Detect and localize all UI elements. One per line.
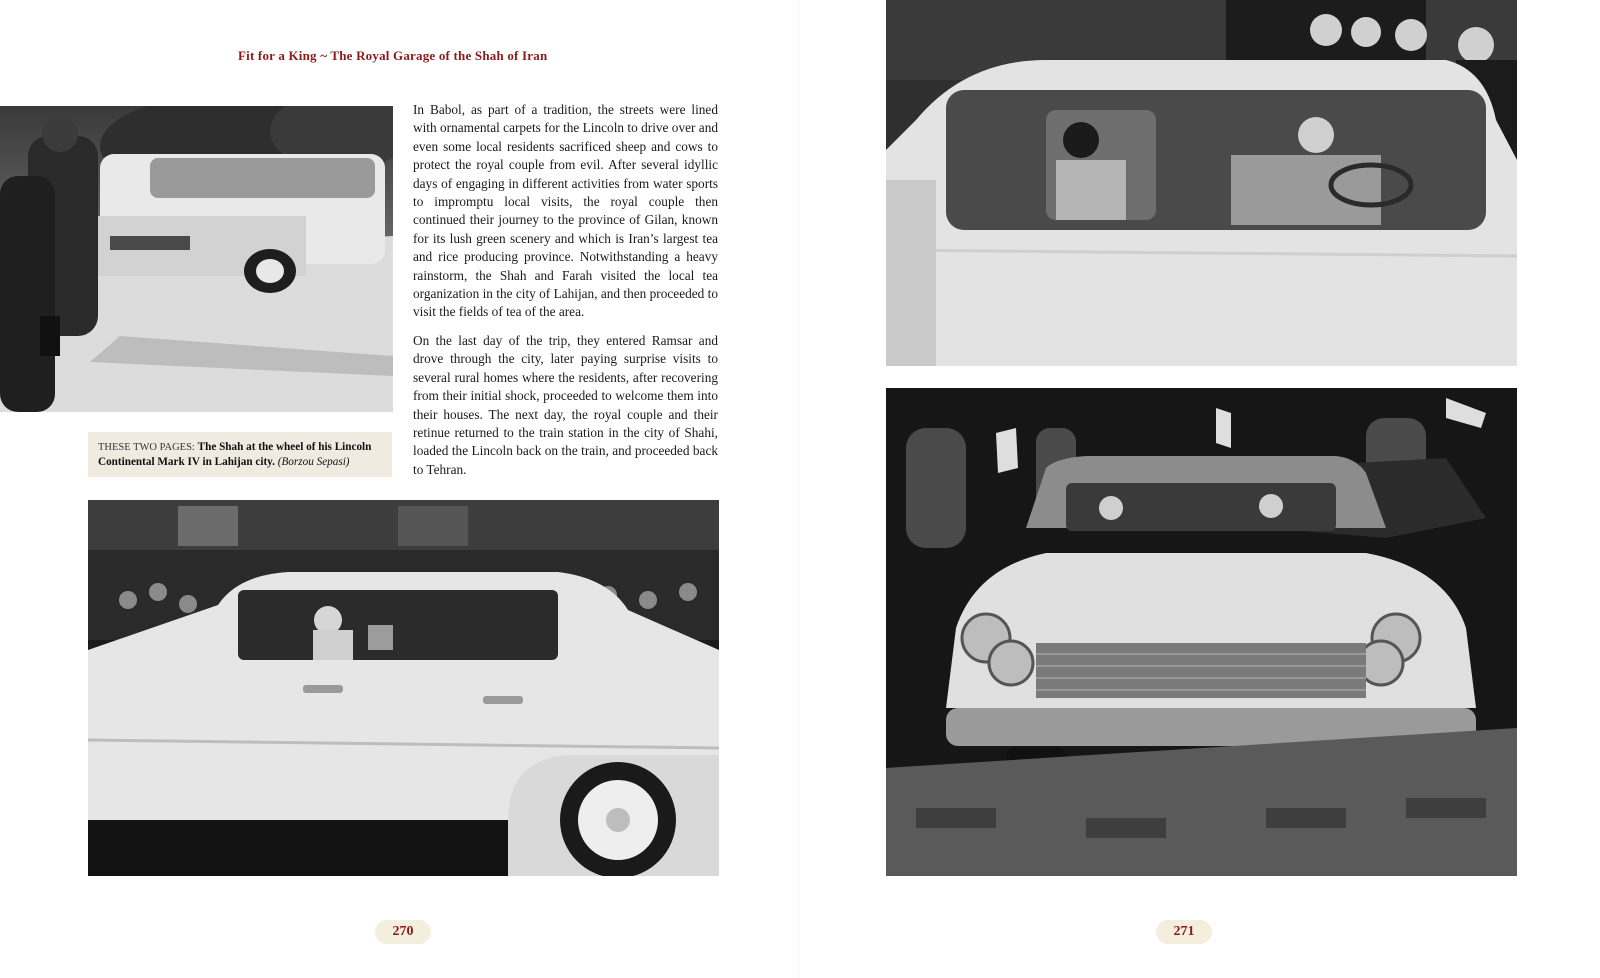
body-paragraph-1: In Babol, as part of a tradition, the streets were lined with ornamental carpets for the Lincoln to drive over and even some local residents sacrificed sheep and cows to protect the royal couple from evil. After several idyllic days of engaging in different activities from water sports to impromptu local visits, the royal couple then continued their journey to the province of Gilan, known for its lush green scenery and which is Iran’s largest tea and rice producing province. Notwithstanding a heavy rainstorm, the Shah and Farah visited the local tea organization in the city of Lahijan, and then proceeded to visit the fields of tea of the area. [413,102,718,320]
photo-lincoln-rear-street [0,106,393,412]
caption-lead: THESE TWO PAGES: [98,442,195,453]
page-number-right: 271 [1156,920,1212,944]
photo-lincoln-front-on-carpets [886,388,1517,876]
body-paragraph-2: On the last day of the trip, they entered Ramsar and drove through the city, later paying surprise visits to several rural homes where the residents, after recovering from their initial shock, proceeded to welcome them into their houses. The next day, the royal couple and their retinue returned to the train station in the city of Shahi, loaded the Lincoln back on the train, and proceeded back to Tehran. [413,332,718,477]
right-page [800,0,1600,978]
photo-couple-in-car [886,0,1517,366]
body-text [413,101,718,489]
photo-caption [88,432,392,477]
page-number-left: 270 [375,920,431,944]
photo-shah-waving-from-car [88,500,719,876]
caption-text: The Shah at the wheel of his Lincoln Continental Mark IV in Lahijan city. [98,441,372,468]
caption-credit: (Borzou Sepasi) [277,456,350,468]
running-head: Fit for a King ~ The Royal Garage of the Shah of Iran [238,48,548,63]
